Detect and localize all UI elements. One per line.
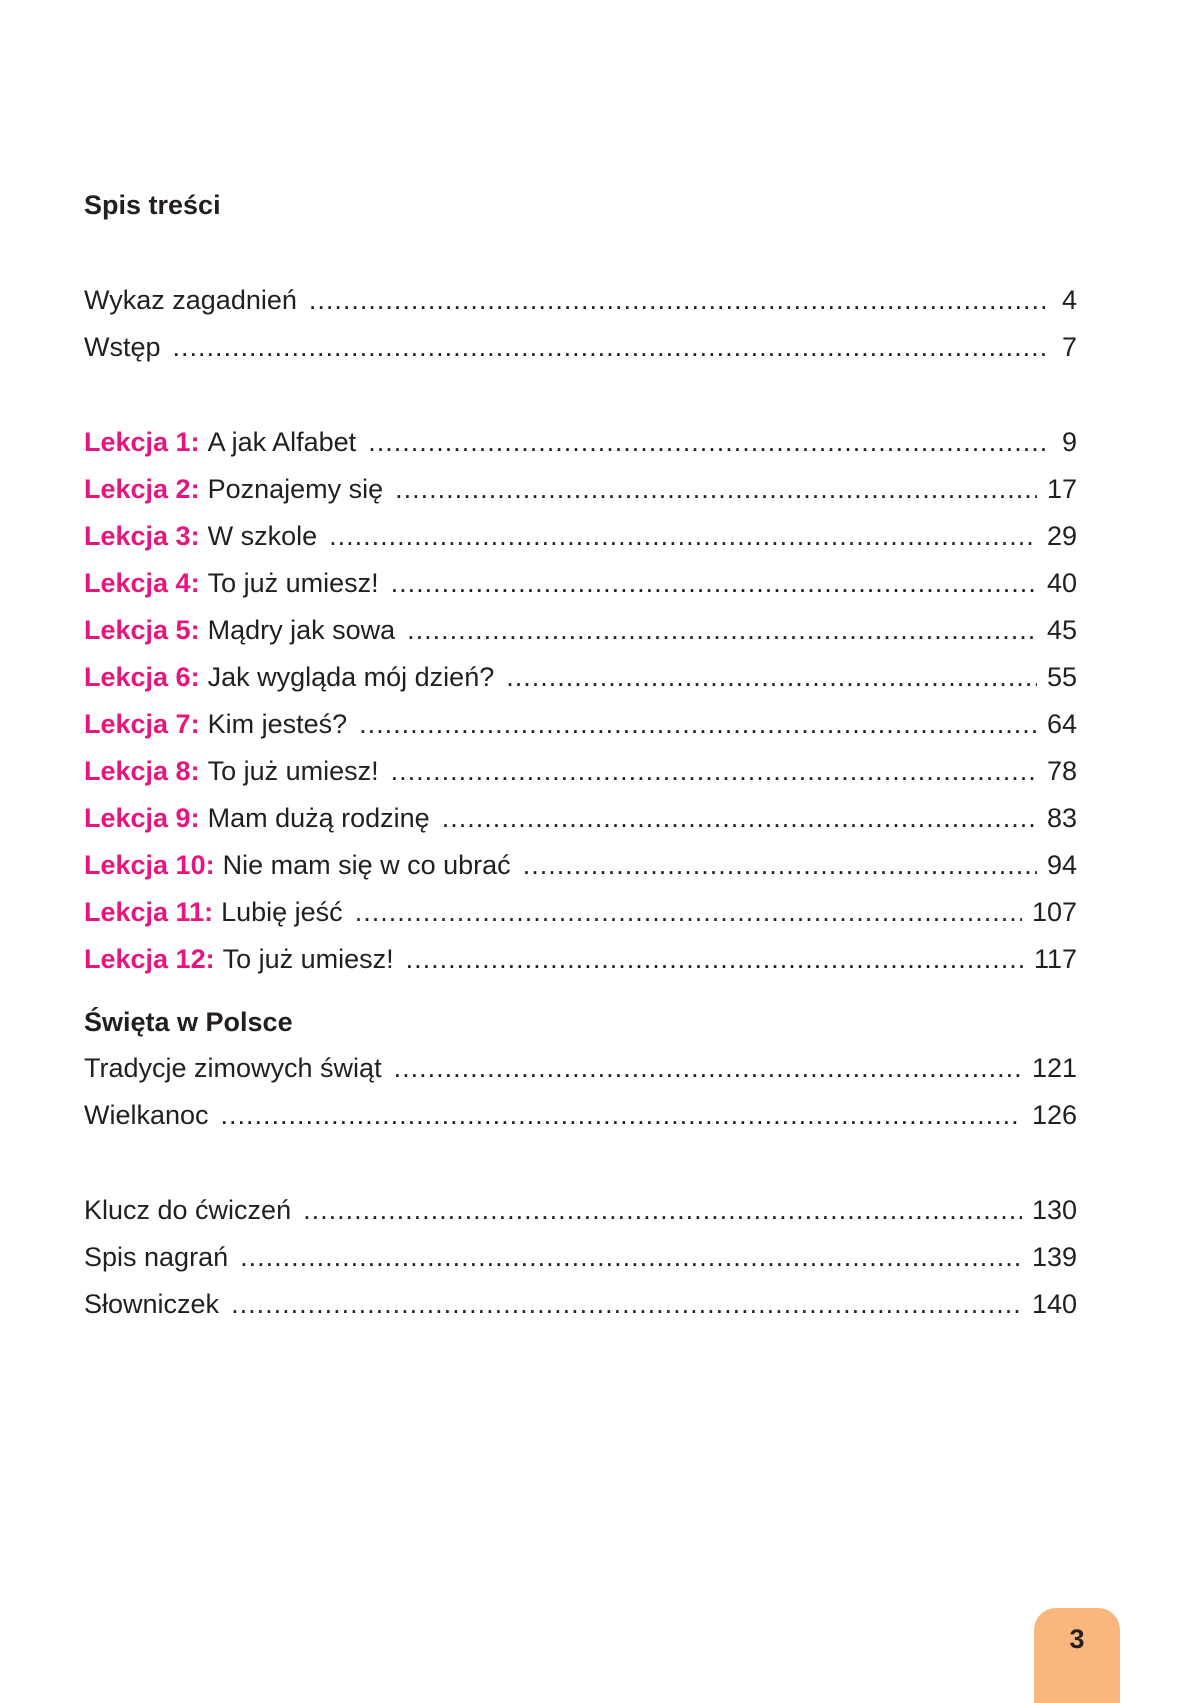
dot-leader — [173, 329, 1047, 365]
toc-entry-title: Mądry jak sowa — [207, 615, 396, 645]
section-heading-holidays: Święta w Polsce — [84, 1007, 293, 1037]
toc-page-number: 140 — [1031, 1289, 1077, 1319]
dot-leader — [506, 659, 1037, 695]
dot-leader — [391, 753, 1037, 789]
toc-page-number: 121 — [1031, 1053, 1077, 1083]
toc-entry-title: A jak Alfabet — [207, 427, 357, 457]
toc-entry-wstep[interactable] — [84, 329, 1077, 365]
toc-entry-title: Wielkanoc — [84, 1100, 209, 1130]
toc-entry-title: Kim jesteś? — [207, 709, 348, 739]
toc-entry-lesson-7[interactable] — [84, 706, 1077, 742]
toc-entry-title: Wykaz zagadnień — [84, 285, 297, 315]
toc-page-number: 83 — [1046, 803, 1077, 833]
dot-leader — [329, 518, 1037, 554]
toc-entry-title: Nie mam się w co ubrać — [222, 850, 511, 880]
toc-entry-title: To już umiesz! — [222, 944, 394, 974]
lesson-label: Lekcja 8: — [84, 756, 200, 786]
dot-leader — [394, 1050, 1022, 1086]
toc-page-number: 94 — [1046, 850, 1077, 880]
page-number: 3 — [1069, 1624, 1085, 1654]
toc-page-number: 78 — [1046, 756, 1077, 786]
lesson-label: Lekcja 2: — [84, 474, 200, 504]
toc-entry-lesson-12[interactable] — [84, 941, 1077, 977]
toc-page-number: 17 — [1046, 474, 1077, 504]
toc-entry-klucz[interactable] — [84, 1192, 1077, 1228]
dot-leader — [442, 800, 1037, 836]
lesson-label: Lekcja 3: — [84, 521, 200, 551]
toc-entry-slowniczek[interactable] — [84, 1286, 1077, 1322]
toc-entry-title: Spis nagrań — [84, 1242, 229, 1272]
toc-entry-tradycje[interactable] — [84, 1050, 1077, 1086]
dot-leader — [407, 612, 1037, 648]
toc-entry-lesson-11[interactable] — [84, 894, 1077, 930]
page-title: Spis treści — [84, 190, 221, 220]
lesson-label: Lekcja 5: — [84, 615, 200, 645]
toc-page-number: 117 — [1033, 944, 1077, 974]
dot-leader — [303, 1192, 1022, 1228]
lesson-label: Lekcja 4: — [84, 568, 200, 598]
dot-leader — [221, 1097, 1022, 1133]
toc-entry-lesson-8[interactable] — [84, 753, 1077, 789]
toc-entry-lesson-4[interactable] — [84, 565, 1077, 601]
dot-leader — [395, 471, 1037, 507]
toc-entry-title: Słowniczek — [84, 1289, 220, 1319]
toc-entry-lesson-1[interactable] — [84, 424, 1077, 460]
toc-entry-wielkanoc[interactable] — [84, 1097, 1077, 1133]
toc-page-number: 7 — [1061, 332, 1077, 362]
lesson-label: Lekcja 11: — [84, 897, 214, 927]
lesson-label: Lekcja 9: — [84, 803, 200, 833]
toc-entry-title: To już umiesz! — [207, 756, 379, 786]
dot-leader — [309, 282, 1047, 318]
toc-entry-lesson-6[interactable] — [84, 659, 1077, 695]
toc-page-number: 130 — [1031, 1195, 1077, 1225]
toc-page-number: 55 — [1046, 662, 1077, 692]
toc-page-number: 107 — [1031, 897, 1077, 927]
page-number-tab — [1034, 1608, 1120, 1703]
toc-page-number: 64 — [1046, 709, 1077, 739]
dot-leader — [523, 847, 1037, 883]
toc-entry-spis-nagran[interactable] — [84, 1239, 1077, 1275]
toc-entry-title: Jak wygląda mój dzień? — [207, 662, 495, 692]
toc-entry-lesson-5[interactable] — [84, 612, 1077, 648]
dot-leader — [355, 894, 1022, 930]
dot-leader — [406, 941, 1024, 977]
toc-entry-title: W szkole — [207, 521, 318, 551]
lesson-label: Lekcja 6: — [84, 662, 200, 692]
toc-entry-title: Klucz do ćwiczeń — [84, 1195, 292, 1225]
toc-page-number: 45 — [1046, 615, 1077, 645]
toc-entry-title: Tradycje zimowych świąt — [84, 1053, 382, 1083]
lesson-label: Lekcja 10: — [84, 850, 215, 880]
toc-page-number: 4 — [1061, 285, 1077, 315]
dot-leader — [359, 706, 1037, 742]
toc-page-number: 40 — [1046, 568, 1077, 598]
lesson-label: Lekcja 7: — [84, 709, 200, 739]
dot-leader — [240, 1239, 1022, 1275]
toc-page-number: 126 — [1031, 1100, 1077, 1130]
toc-entry-wykaz[interactable] — [84, 282, 1077, 318]
lesson-label: Lekcja 1: — [84, 427, 200, 457]
dot-leader — [391, 565, 1037, 601]
toc-entry-lesson-10[interactable] — [84, 847, 1077, 883]
lesson-label: Lekcja 12: — [84, 944, 215, 974]
toc-entry-title: Wstęp — [84, 332, 161, 362]
toc-entry-lesson-9[interactable] — [84, 800, 1077, 836]
toc-entry-lesson-3[interactable] — [84, 518, 1077, 554]
toc-entry-title: Mam dużą rodzinę — [207, 803, 430, 833]
toc-page-number: 9 — [1061, 427, 1077, 457]
toc-page-number: 139 — [1031, 1242, 1077, 1272]
dot-leader — [231, 1286, 1022, 1322]
toc-entry-title: To już umiesz! — [207, 568, 379, 598]
toc-entry-title: Poznajemy się — [207, 474, 384, 504]
toc-entry-title: Lubię jeść — [221, 897, 343, 927]
toc-page-number: 29 — [1046, 521, 1077, 551]
toc-entry-lesson-2[interactable] — [84, 471, 1077, 507]
dot-leader — [368, 424, 1047, 460]
